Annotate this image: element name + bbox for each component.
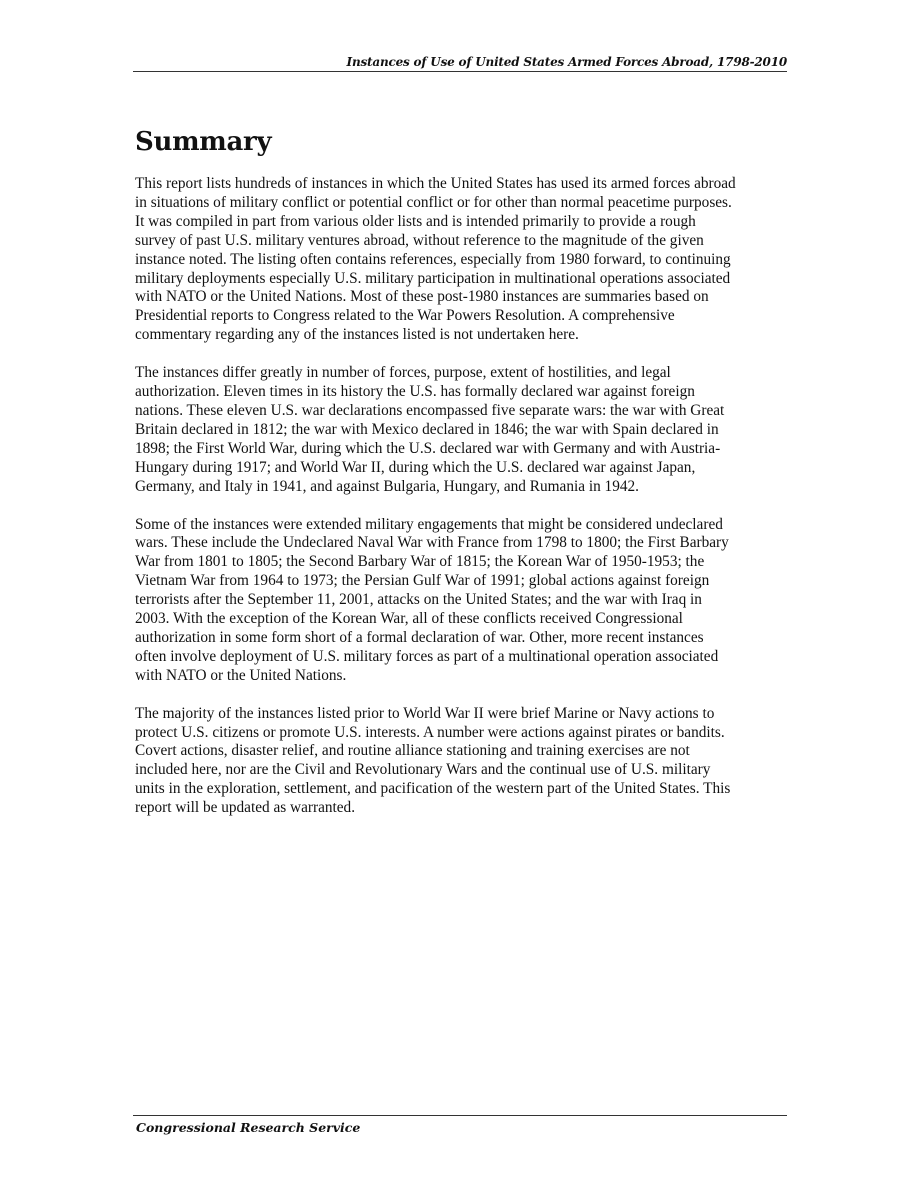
summary-paragraph: The majority of the instances listed prior to World War II were brief Marine or Navy actions to protect U.S. citizens or promote U.S. interests. A number were actions against pirates or bandits. Covert actions, disaster relief, and routine alliance stationing and training exercises are not included here, nor are the Civil and Revolutionary Wars and the continual use of U.S. military units in the exploration, settlement, and pacification of the western part of the United States. This report will be updated as warranted. xyxy=(135,704,731,817)
summary-paragraph: This report lists hundreds of instances in which the United States has used its armed forces abroad in situations of military conflict or potential conflict or for other than normal peacetime purposes. It was compiled in part from various older lists and is intended primarily to provide a rough survey of past U.S. military ventures abroad, without reference to the magnitude of the given instance noted. The listing often contains references, especially from 1980 forward, to continuing military deployments especially U.S. military participation in multinational operations associated with NATO or the United Nations. Most of these post-1980 instances are summaries based on Presidential reports to Congress related to the War Powers Resolution. A comprehensive commentary regarding any of the instances listed is not undertaken here. xyxy=(135,175,736,344)
page-footer xyxy=(133,1115,787,1135)
section-heading: Summary xyxy=(135,127,272,157)
running-title: Instances of Use of United States Armed Forces Abroad, 1798-2010 xyxy=(346,55,787,69)
page-header xyxy=(133,52,787,72)
footer-label: Congressional Research Service xyxy=(136,1120,361,1135)
summary-paragraph: Some of the instances were extended military engagements that might be considered undeclared wars. These include the Undeclared Naval War with France from 1798 to 1800; the First Barbary War from 1801 to 1805; the Second Barbary War of 1815; the Korean War of 1950-1953; the Vietnam War from 1964 to 1973; the Persian Gulf War of 1991; global actions against foreign terrorists after the September 11, 2001, attacks on the United States; and the war with Iraq in 2003. With the exception of the Korean War, all of these conflicts received Congressional authorization in some form short of a formal declaration of war. Other, more recent instances often involve deployment of U.S. military forces as part of a multinational operation associated with NATO or the United Nations. xyxy=(135,515,729,684)
summary-body xyxy=(135,175,795,837)
summary-paragraph: The instances differ greatly in number of forces, purpose, extent of hostilities, and legal authorization. Eleven times in its history the U.S. has formally declared war against foreign nations. These eleven U.S. war declarations encompassed five separate wars: the war with Great Britain declared in 1812; the war with Mexico declared in 1846; the war with Spain declared in 1898; the First World War, during which the U.S. declared war with Germany and with Austria- Hungary during 1917; and World War II, during which the U.S. declared war against Japan, Germany, and Italy in 1941, and against Bulgaria, Hungary, and Rumania in 1942. xyxy=(135,364,725,495)
